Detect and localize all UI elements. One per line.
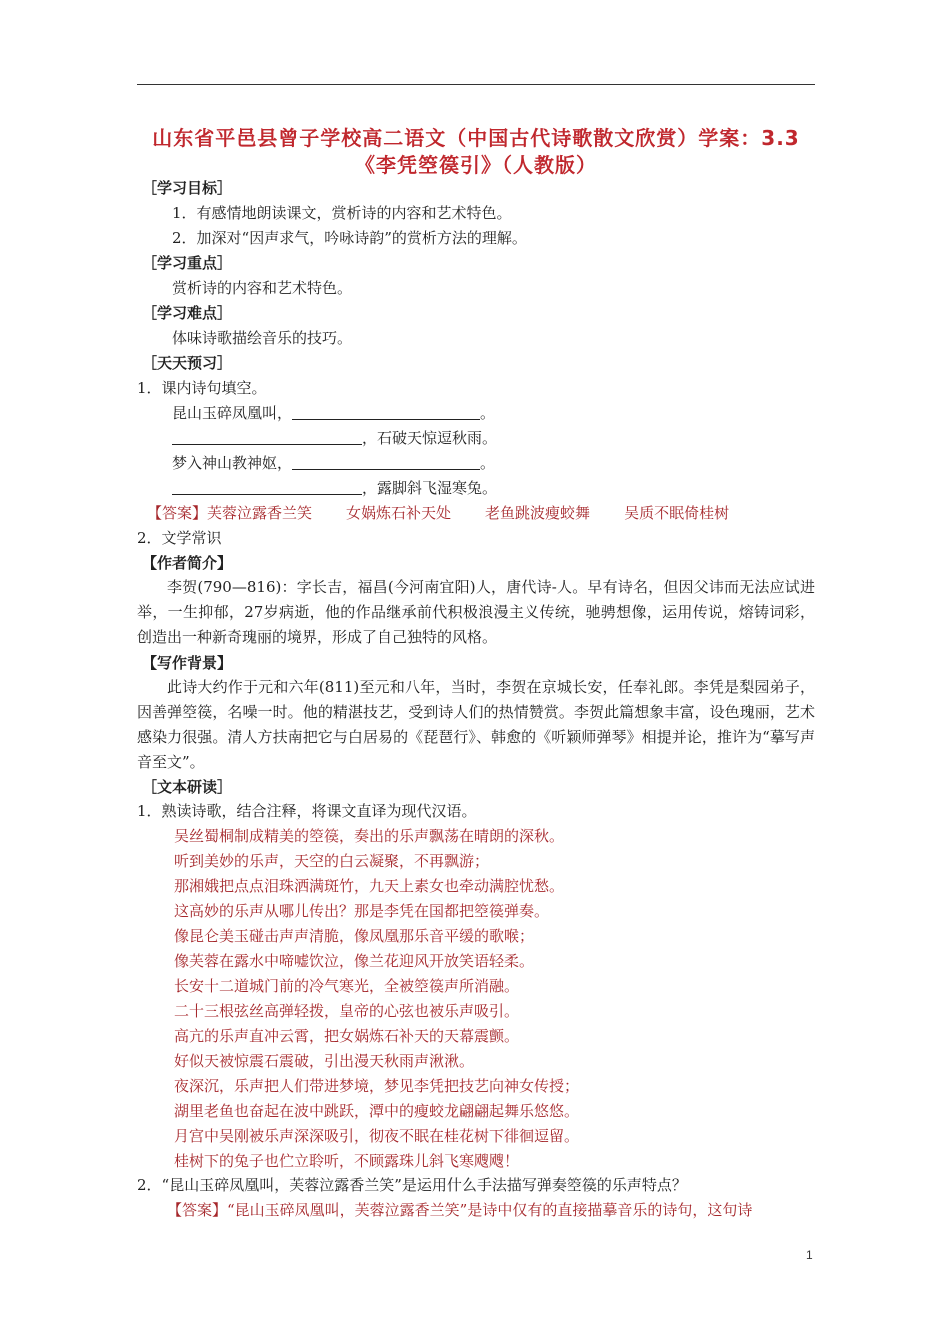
answer-item: 老鱼跳波瘦蛟舞 [485, 504, 591, 522]
translation-line: 长安十二道城门前的冷气寒光，全被箜篌声所消融。 [174, 977, 520, 995]
document-title-line2: 《李凭箜篌引》（人教版） [355, 153, 597, 177]
key-point-heading: ［学习重点］ [142, 254, 233, 272]
fill-text: 。 [480, 404, 496, 422]
translation-line: 夜深沉，乐声把人们带进梦境，梦见李凭把技艺向神女传授； [174, 1077, 580, 1095]
reading-question-2: 2．“昆山玉碎凤凰叫，芙蓉泣露香兰笑”是运用什么手法描写弹奏箜篌的乐声特点？ [137, 1176, 687, 1194]
fill-line-2 [172, 428, 497, 448]
translation-line: 吴丝蜀桐制成精美的箜篌，奏出的乐声飘荡在晴朗的深秋。 [174, 827, 565, 845]
fill-line-3 [172, 453, 495, 473]
translation-line: 高亢的乐声直冲云霄，把女娲炼石补天的天幕震颤。 [174, 1027, 520, 1045]
translation-line: 桂树下的兔子也伫立聆听，不顾露珠儿斜飞寒飕飕！ [174, 1152, 520, 1170]
preview-heading: ［天天预习］ [142, 354, 233, 372]
fill-blank [292, 455, 480, 470]
answer-item: 吴质不眠倚桂树 [624, 504, 730, 522]
translation-line: 这高妙的乐声从哪儿传出？那是李凭在国都把箜篌弹奏。 [174, 902, 550, 920]
preview-question-1: 1．课内诗句填空。 [137, 379, 267, 397]
fill-blank [172, 480, 362, 495]
translation-line: 像昆仑美玉碰击声声清脆，像凤凰那乐音平缓的歌喉； [174, 927, 535, 945]
difficulty-text: 体味诗歌描绘音乐的技巧。 [172, 329, 353, 347]
translation-line: 听到美妙的乐声，天空的白云凝聚，不再飘游； [174, 852, 490, 870]
fill-line-4 [172, 478, 497, 498]
preview-question-2: 2．文学常识 [137, 529, 222, 547]
fill-text: ，露脚斜飞湿寒兔。 [362, 479, 498, 497]
translation-line: 那湘娥把点点泪珠洒满斑竹，九天上素女也牵动满腔忧愁。 [174, 877, 565, 895]
fill-text: ，石破天惊逗秋雨。 [362, 429, 498, 447]
answer-item: 女娲炼石补天处 [346, 504, 452, 522]
objective-item-2: 2．加深对“因声求气，吟咏诗韵”的赏析方法的理解。 [172, 229, 527, 247]
objectives-heading: ［学习目标］ [142, 179, 233, 197]
fill-line-1 [172, 403, 495, 423]
answer-text: “昆山玉碎凤凰叫，芙蓉泣露香兰笑”是诗中仅有的直接描摹音乐的诗句，这句诗 [227, 1201, 753, 1219]
reading-question-1: 1．熟读诗歌，结合注释，将课文直译为现代汉语。 [137, 802, 477, 820]
translation-line: 二十三根弦丝高弹轻拨，皇帝的心弦也被乐声吸引。 [174, 1002, 520, 1020]
translation-line: 像芙蓉在露水中啼嘘饮泣，像兰花迎风开放笑语轻柔。 [174, 952, 535, 970]
difficulty-heading: ［学习难点］ [142, 304, 233, 322]
fill-blank [292, 405, 480, 420]
answer-label: 【答案】 [147, 504, 208, 522]
fill-text: 。 [480, 454, 496, 472]
page-number: 1 [806, 1248, 813, 1262]
background-paragraph: 此诗大约作于元和六年(811)至元和八年，当时，李贺在京城长安，任奉礼郎。李凭是梨园弟子，因善弹箜篌，名噪一时。他的精湛技艺，受到诗人们的热情赞赏。李贺此篇想象丰富，设色瑰丽，艺术感染力很强。清人方扶南把它与白居易的《琵琶行》、韩愈的《听颖师弹琴》相提并论，推许为“摹写声音至文”。 [137, 678, 815, 771]
fill-text: 昆山玉碎凤凰叫， [172, 404, 293, 422]
author-heading: 【作者简介】 [142, 554, 233, 572]
reading-heading: ［文本研读］ [142, 778, 233, 796]
document-title-line1: 山东省平邑县曾子学校高二语文（中国古代诗歌散文欣赏）学案：3.3 [152, 126, 800, 150]
fill-blank [172, 430, 362, 445]
header-rule [137, 84, 815, 85]
key-point-text: 赏析诗的内容和艺术特色。 [172, 279, 353, 297]
translation-line: 月宫中吴刚被乐声深深吸引，彻夜不眠在桂花树下徘徊逗留。 [174, 1127, 580, 1145]
answer-item: 芙蓉泣露香兰笑 [207, 504, 313, 522]
objective-item-1: 1．有感情地朗读课文，赏析诗的内容和艺术特色。 [172, 204, 512, 222]
preview-answers [147, 503, 763, 523]
answer-label: 【答案】 [167, 1201, 228, 1219]
reading-answer-2 [167, 1200, 752, 1220]
translation-line: 湖里老鱼也奋起在波中跳跃，潭中的瘦蛟龙翩翩起舞乐悠悠。 [174, 1102, 580, 1120]
author-paragraph: 李贺(790—816)：字长吉，福昌(今河南宜阳)人，唐代诗-人。早有诗名，但因父讳而无法应试进举，一生抑郁，27岁病逝，他的作品继承前代积极浪漫主义传统，驰骋想像，运用传说，熔铸词彩，创造出一种新奇瑰丽的境界，形成了自己独特的风格。 [137, 578, 815, 646]
translation-line: 好似天被惊震石震破，引出漫天秋雨声湫湫。 [174, 1052, 475, 1070]
fill-text: 梦入神山教神妪， [172, 454, 293, 472]
background-heading: 【写作背景】 [142, 654, 233, 672]
